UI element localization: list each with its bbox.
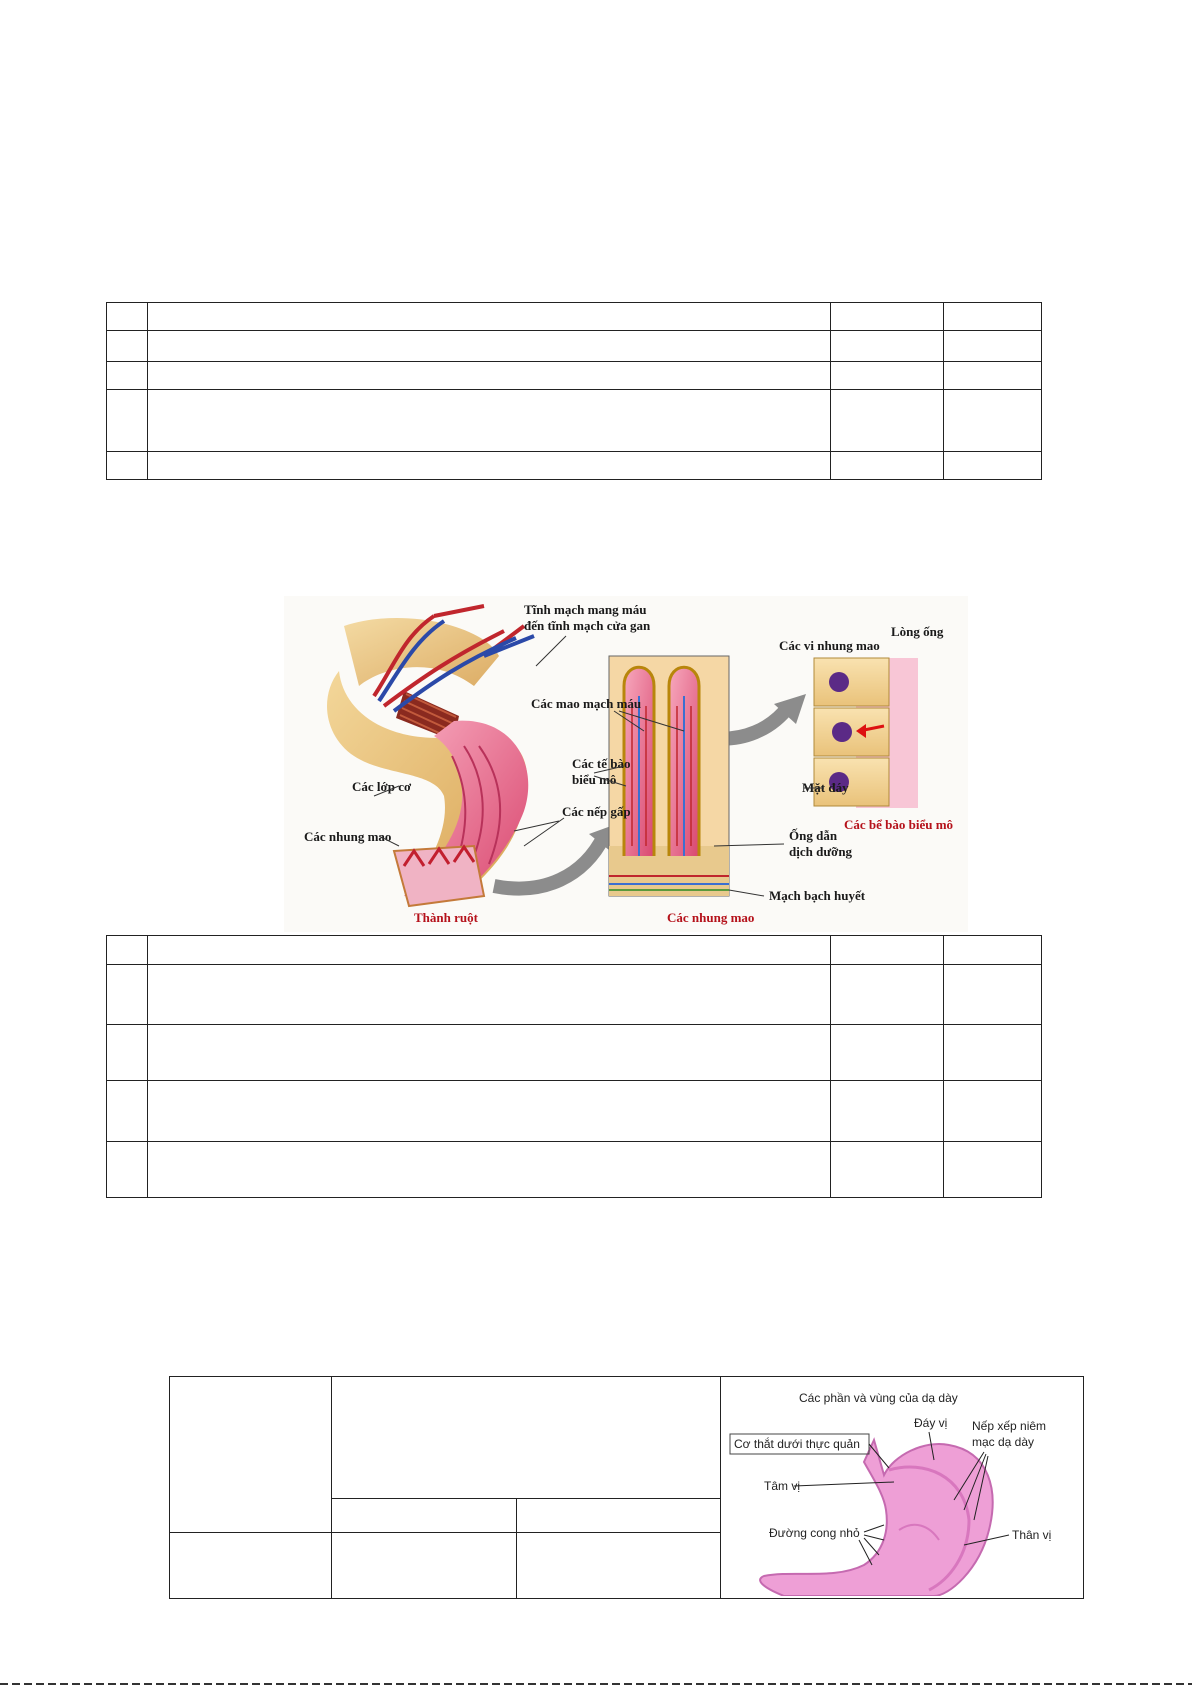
label-duong-cong: Đường cong nhỏ xyxy=(769,1526,860,1540)
label-thanh-ruot: Thành ruột xyxy=(414,910,478,925)
label-mat-day: Mặt đáy xyxy=(802,780,849,795)
label-co-that: Cơ thắt dưới thực quản xyxy=(734,1437,860,1451)
table-row xyxy=(107,1025,1042,1081)
label-nep-gap: Các nếp gấp xyxy=(562,804,631,819)
label-nep-xep-1: Nếp xếp niêm xyxy=(972,1419,1047,1433)
label-day-vi: Đáy vị xyxy=(914,1416,948,1430)
label-mao-mach-mau: Các mao mạch máu xyxy=(531,696,642,711)
label-vi-nhung-mao: Các vi nhung mao xyxy=(779,638,880,653)
label-tam-vi: Tâm vị xyxy=(764,1479,800,1493)
table-row xyxy=(107,1081,1042,1142)
label-ong-dan-2: dịch dưỡng xyxy=(789,844,853,859)
label-tinh-mach-2: đến tĩnh mạch cửa gan xyxy=(524,618,651,633)
label-ong-dan-1: Ống dẫn xyxy=(789,828,838,843)
label-te-bao-2: biểu mô xyxy=(572,772,617,787)
label-tinh-mach-1: Tĩnh mạch mang máu xyxy=(524,602,647,617)
table-row xyxy=(107,390,1042,452)
label-nep-xep-2: mạc dạ dày xyxy=(972,1435,1035,1449)
label-nhung-mao-bottom: Các nhung mao xyxy=(667,910,755,925)
label-lop-co: Các lớp cơ xyxy=(352,779,412,794)
label-te-bao-1: Các tế bào xyxy=(572,756,631,771)
stomach-figure xyxy=(724,1380,1081,1596)
label-nhung-mao-left: Các nhung mao xyxy=(304,829,392,844)
villi-illustration xyxy=(609,656,729,896)
table-row xyxy=(107,303,1042,331)
stomach-title: Các phần và vùng của dạ dày xyxy=(799,1391,958,1405)
table-row xyxy=(107,936,1042,965)
table-1 xyxy=(106,302,1042,480)
label-long-ong: Lòng ống xyxy=(891,624,944,639)
table-row xyxy=(107,1142,1042,1198)
table-row xyxy=(107,452,1042,480)
table-2 xyxy=(106,935,1042,1198)
table-row xyxy=(107,331,1042,362)
intestine-figure xyxy=(284,596,968,932)
table-row xyxy=(107,965,1042,1025)
table-row xyxy=(107,362,1042,390)
label-than-vi: Thân vị xyxy=(1012,1528,1052,1542)
label-bach-huyet: Mạch bạch huyết xyxy=(769,888,866,903)
label-be-bao: Các bể bào biểu mô xyxy=(844,817,954,832)
